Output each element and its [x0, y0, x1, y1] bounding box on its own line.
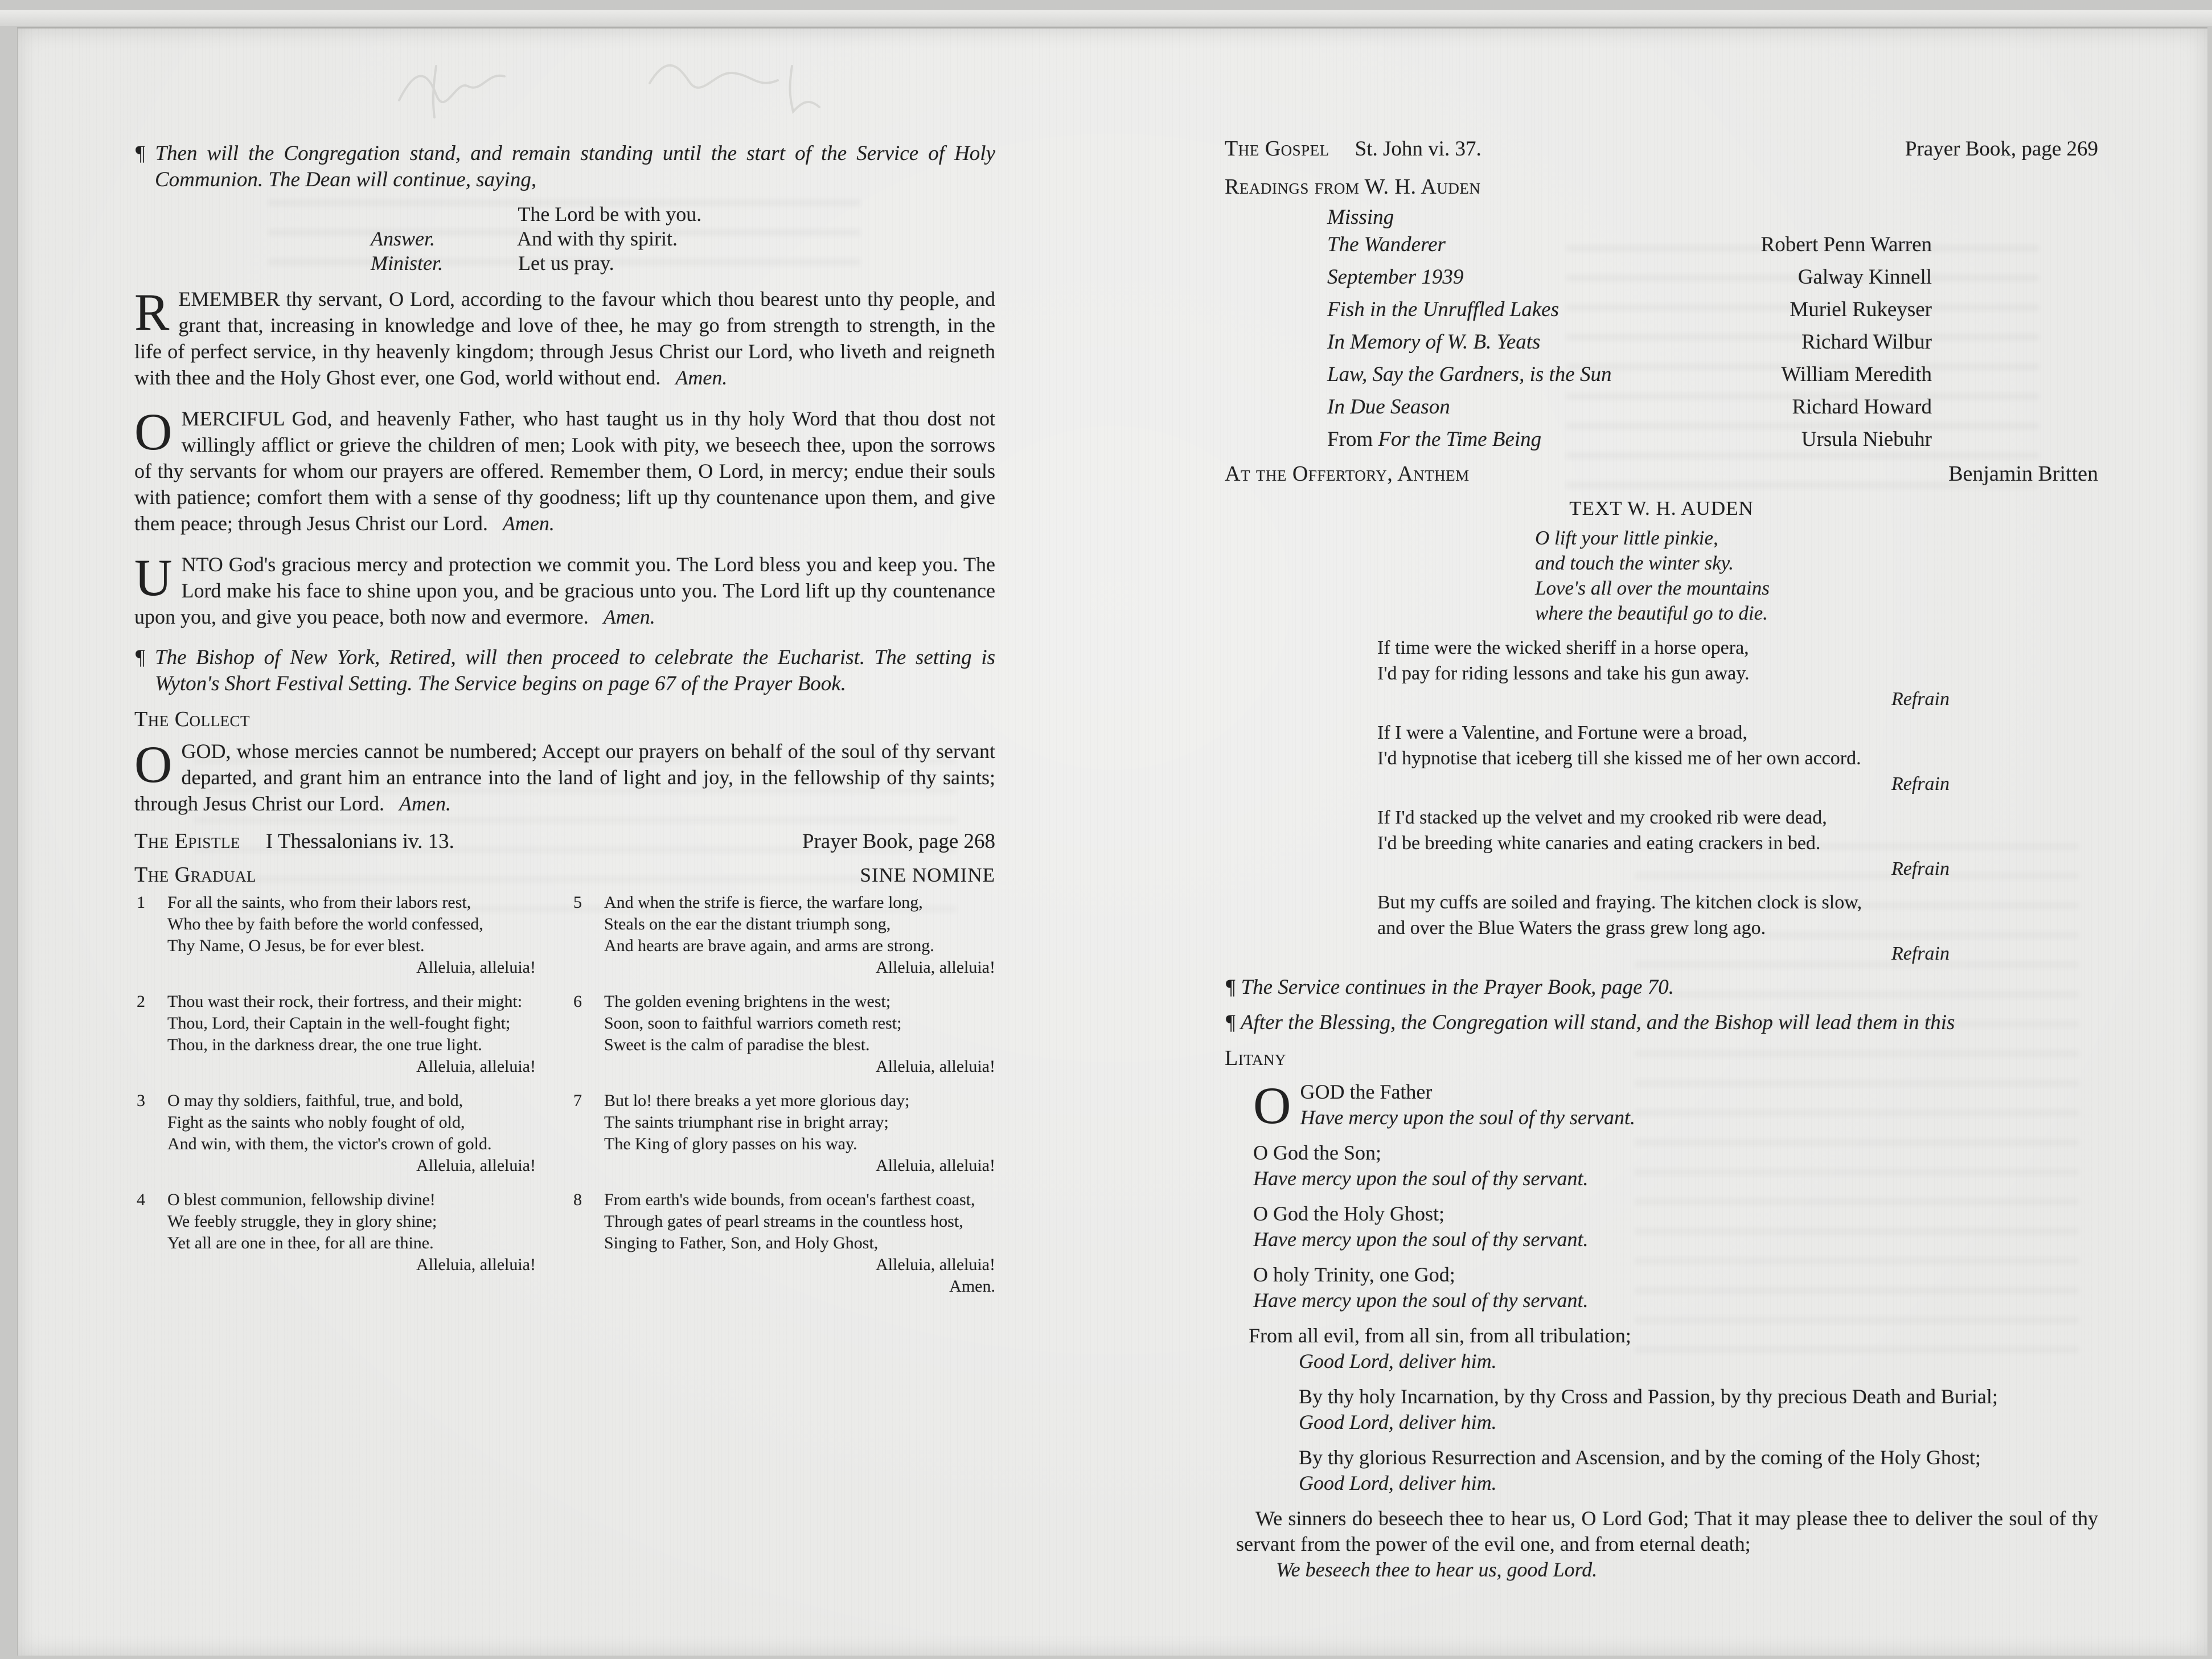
hymn-column-left	[134, 892, 536, 1310]
prayer-text: NTO God's gracious mercy and protection we commit you. The Lord bless you and keep you. The Lord make his face to shine upon you, and be gracious unto you. The Lord lift up thy countenance upon you, and give you peace, both now and evermore.	[134, 553, 995, 628]
readings-heading: Readings from W. H. Auden	[1225, 175, 1481, 199]
gospel-heading: The Gospel	[1225, 137, 1329, 161]
gospel-page-reference: Prayer Book, page 269	[1905, 137, 2098, 161]
anthem-line: If I'd stacked up the velvet and my crooked rib were dead,	[1377, 807, 1827, 828]
anthem-line: and over the Blue Waters the grass grew long ago.	[1377, 917, 1766, 939]
right-page	[1225, 132, 2098, 1592]
rubric-bishop-eucharist: ¶ The Bishop of New York, Retired, will then proceed to celebrate the Eucharist. The setting is Wyton's Short Festival Setting. The Service begins on page 67 of the Prayer Book.	[134, 646, 995, 695]
amen: Amen.	[675, 366, 728, 389]
hymn-line: Thou, in the darkness drear, the one true light.	[167, 1035, 482, 1054]
hymn-verse	[571, 991, 995, 1078]
versicles-block	[371, 202, 995, 276]
prayer-unto	[134, 548, 995, 630]
drop-cap: O	[134, 735, 173, 793]
hymn-line: Steals on the ear the distant triumph song,	[604, 915, 891, 933]
litany-call: By thy glorious Resurrection and Ascension, and by the coming of the Holy Ghost;	[1299, 1446, 1981, 1469]
amen: Amen.	[603, 605, 655, 628]
litany-petition	[1225, 1384, 2098, 1435]
anthem-stanza	[1377, 635, 1950, 712]
anthem-epigraph	[1535, 526, 2098, 626]
drop-cap: U	[134, 548, 173, 607]
verse-number: 7	[573, 1091, 582, 1110]
litany-petition	[1225, 1445, 2098, 1496]
offertory-heading: At the Offertory, Anthem	[1225, 462, 1470, 486]
reading-reader: Richard Howard	[1792, 395, 1932, 419]
litany-block	[1225, 1076, 2098, 1583]
hymn-verse	[134, 1189, 536, 1276]
prayer-merciful	[134, 405, 995, 536]
anthem-stanza	[1377, 805, 1950, 882]
prayer-text: MERCIFUL God, and heavenly Father, who hast taught us in thy holy Word that thou dost not willingly afflict or grieve the children of men; Look with pity, we beseech thee, upon the sorrows of thy servants for whom our prayers are offered. Remember them, O Lord, in mercy; endue their souls with patience; comfort them with a sense of thy goodness; lift up thy countenance upon them, and give them peace; through Jesus Christ our Lord.	[134, 407, 995, 535]
litany-call: We sinners do beseech thee to hear us, O Lord God; That it may please thee to deliver the soul of thy servant from the power of the evil one, and from eternal death;	[1236, 1507, 2098, 1555]
hymn-line: Thou wast their rock, their fortress, and their might:	[167, 992, 523, 1011]
hymn-line: And when the strife is fierce, the warfare long,	[604, 893, 923, 912]
litany-call: GOD the Father	[1300, 1080, 1433, 1103]
anthem-text-heading: TEXT W. H. AUDEN	[1569, 497, 1754, 519]
litany-petition	[1225, 1140, 2098, 1191]
litany-response: Good Lord, deliver him.	[1299, 1472, 1497, 1494]
epigraph-line: where the beautiful go to die.	[1535, 602, 1768, 624]
hymn-tune-name: SINE NOMINE	[860, 864, 995, 886]
anthem-line: If time were the wicked sheriff in a horse opera,	[1377, 637, 1749, 658]
litany-response: Have mercy upon the soul of thy servant.	[1253, 1167, 1589, 1190]
reading-row	[1327, 232, 1932, 258]
reading-row	[1327, 394, 1932, 420]
gradual-hymn	[134, 892, 995, 1310]
hymn-line: Through gates of pearl streams in the countless host,	[604, 1212, 963, 1231]
hymn-line: Thy Name, O Jesus, be for ever blest.	[167, 936, 425, 955]
gospel-reference: St. John vi. 37.	[1355, 137, 1481, 161]
rubric-after-blessing: ¶ After the Blessing, the Congregation will stand, and the Bishop will lead them in this	[1225, 1011, 1955, 1034]
reading-reader: Muriel Rukeyser	[1790, 298, 1932, 321]
verse-number: 2	[137, 992, 145, 1011]
litany-response: We beseech thee to hear us, good Lord.	[1276, 1558, 1598, 1581]
amen: Amen.	[502, 512, 555, 535]
hymn-verse	[134, 892, 536, 978]
reading-title-italic: For the Time Being	[1378, 428, 1542, 451]
reading-title: Fish in the Unruffled Lakes	[1327, 298, 1559, 321]
composer-name: Benjamin Britten	[1948, 462, 2098, 486]
hymn-line: For all the saints, who from their labors rest,	[167, 893, 471, 912]
versicle-speaker: Answer.	[371, 227, 436, 250]
hymn-verse	[571, 1090, 995, 1177]
litany-call: O God the Son;	[1253, 1141, 1381, 1164]
alleluia-refrain: Alleluia, alleluia!	[416, 1255, 536, 1274]
anthem-line: If I were a Valentine, and Fortune were a broad,	[1377, 722, 1747, 743]
hymn-line: And hearts are brave again, and arms are strong.	[604, 936, 934, 955]
versicle-row	[371, 227, 995, 251]
gradual-row	[134, 862, 995, 888]
reading-title: The Wanderer	[1327, 233, 1446, 256]
alleluia-refrain: Alleluia, alleluia!	[416, 1156, 536, 1175]
alleluia-refrain: Alleluia, alleluia!	[876, 1057, 995, 1076]
anthem-line: I'd hypnotise that iceberg till she kissed me of her own accord.	[1377, 748, 1861, 769]
hymn-line: Singing to Father, Son, and Holy Ghost,	[604, 1234, 879, 1252]
versicle-row	[371, 202, 995, 227]
reading-reader: Richard Wilbur	[1801, 330, 1932, 354]
reading-title: September 1939	[1327, 265, 1464, 289]
verse-number: 8	[573, 1190, 582, 1209]
anthem-line: I'd pay for riding lessons and take his gun away.	[1377, 663, 1750, 684]
epigraph-line: and touch the winter sky.	[1535, 552, 1734, 574]
prayer-collect	[134, 735, 995, 817]
versicle-row	[371, 251, 995, 276]
reading-row	[1327, 264, 1932, 290]
hymn-verse	[134, 1090, 536, 1177]
anthem-line: But my cuffs are soiled and fraying. The kitchen clock is slow,	[1377, 892, 1862, 913]
drop-cap: O	[134, 403, 173, 461]
collect-heading: The Collect	[134, 707, 251, 731]
reading-reader: Ursula Niebuhr	[1801, 428, 1932, 451]
prayer-text: EMEMBER thy servant, O Lord, according to the favour which thou bearest unto thy people, and grant that, increasing in knowledge and love of thee, he may go from strength to strength, in the life of perfect service, in thy heavenly kingdom; through Jesus Christ our Lord, who liveth and reigneth with thee and the Holy Ghost ever, one God, world without end.	[134, 288, 995, 389]
epistle-page-reference: Prayer Book, page 268	[802, 830, 995, 853]
litany-response: Good Lord, deliver him.	[1299, 1411, 1497, 1433]
hymn-line: Sweet is the calm of paradise the blest.	[604, 1035, 870, 1054]
reading-title: Law, Say the Gardners, is the Sun	[1327, 363, 1612, 386]
prayer-text: GOD, whose mercies cannot be numbered; Accept our prayers on behalf of the soul of thy servant departed, and grant him an entrance into the land of light and joy, in the fellowship of thy saints; through Jesus Christ our Lord.	[134, 740, 995, 815]
hymn-line: Yet all are one in thee, for all are thine.	[167, 1234, 434, 1252]
refrain-marker: Refrain	[1891, 943, 1950, 964]
hymn-line: But lo! there breaks a yet more glorious day;	[604, 1091, 910, 1110]
litany-call: O holy Trinity, one God;	[1253, 1263, 1455, 1286]
pencil-inscription	[382, 32, 929, 134]
epistle-row	[134, 828, 995, 855]
versicle-text: And with thy spirit.	[517, 227, 678, 250]
prayer-remember	[134, 283, 995, 391]
refrain-marker: Refrain	[1891, 689, 1950, 710]
alleluia-refrain: Alleluia, alleluia!	[416, 1057, 536, 1076]
hymn-column-right	[571, 892, 995, 1310]
verse-number: 3	[137, 1091, 145, 1110]
litany-petition	[1253, 1076, 2098, 1134]
hymn-line: We feebly struggle, they in glory shine;	[167, 1212, 437, 1231]
reading-row	[1327, 297, 1932, 323]
scanned-page-spread	[17, 27, 2207, 1656]
epistle-reference: I Thessalonians iv. 13.	[265, 830, 454, 853]
reading-row	[1327, 427, 1932, 453]
litany-response: Good Lord, deliver him.	[1299, 1350, 1497, 1373]
hymn-line: Who thee by faith before the world confessed,	[167, 915, 483, 933]
hymn-line: And win, with them, the victor's crown of gold.	[167, 1134, 492, 1153]
refrain-marker: Refrain	[1891, 773, 1950, 794]
reading-reader: Galway Kinnell	[1797, 265, 1932, 289]
litany-response: Have mercy upon the soul of thy servant.	[1253, 1228, 1589, 1251]
alleluia-refrain: Alleluia, alleluia!	[416, 958, 536, 977]
hymn-verse	[571, 892, 995, 978]
left-page	[134, 141, 995, 1310]
drop-cap: R	[134, 283, 170, 341]
hymn-line: Soon, soon to faithful warriors cometh rest;	[604, 1014, 902, 1033]
reading-row	[1327, 362, 1932, 388]
offertory-row	[1225, 461, 2098, 487]
rubric-service-continues: ¶ The Service continues in the Prayer Book, page 70.	[1225, 976, 1674, 999]
versicle-text: The Lord be with you.	[518, 203, 702, 226]
reading-title	[1327, 427, 1541, 453]
litany-call: By thy holy Incarnation, by thy Cross and Passion, by thy precious Death and Burial;	[1299, 1385, 1998, 1408]
refrain-marker: Refrain	[1891, 858, 1950, 879]
reading-title: Missing	[1327, 206, 1394, 229]
litany-call: O God the Holy Ghost;	[1253, 1202, 1444, 1225]
scan-glare	[0, 10, 2212, 26]
litany-heading: Litany	[1225, 1046, 1287, 1070]
epistle-heading: The Epistle	[134, 829, 240, 853]
litany-petition	[1225, 1262, 2098, 1313]
reading-reader: Robert Penn Warren	[1760, 233, 1932, 256]
alleluia-refrain: Alleluia, alleluia!	[876, 958, 995, 977]
litany-response: Have mercy upon the soul of thy servant.	[1253, 1289, 1589, 1312]
epigraph-line: Love's all over the mountains	[1535, 577, 1770, 599]
hymn-line: The King of glory passes on his way.	[604, 1134, 857, 1153]
gospel-row	[1225, 136, 2098, 162]
verse-number: 5	[573, 893, 582, 912]
alleluia-refrain: Alleluia, alleluia!	[876, 1156, 995, 1175]
litany-petition	[1225, 1506, 2098, 1583]
drop-cap: O	[1253, 1076, 1291, 1134]
amen: Amen.	[399, 792, 451, 815]
litany-response: Have mercy upon the soul of thy servant.	[1300, 1106, 1635, 1129]
reading-title: In Due Season	[1327, 395, 1450, 419]
hymn-amen: Amen.	[949, 1277, 995, 1296]
hymn-line: From earth's wide bounds, from ocean's farthest coast,	[604, 1190, 975, 1209]
litany-call: From all evil, from all sin, from all tribulation;	[1249, 1324, 1631, 1347]
epigraph-line: O lift your little pinkie,	[1535, 527, 1718, 549]
anthem-stanza	[1377, 890, 1950, 966]
hymn-line: Thou, Lord, their Captain in the well-fought fight;	[167, 1014, 511, 1033]
versicle-speaker: Minister.	[371, 252, 444, 275]
reading-title-prefix: From	[1327, 428, 1378, 451]
verse-number: 1	[137, 893, 145, 912]
alleluia-refrain: Alleluia, alleluia!	[876, 1255, 995, 1274]
anthem-stanza	[1377, 720, 1950, 797]
anthem-line: I'd be breeding white canaries and eating crackers in bed.	[1377, 833, 1821, 854]
versicle-text: Let us pray.	[518, 252, 614, 275]
reading-title: In Memory of W. B. Yeats	[1327, 330, 1541, 354]
reading-row	[1327, 329, 1932, 355]
hymn-line: Fight as the saints who nobly fought of old,	[167, 1113, 465, 1132]
hymn-verse	[134, 991, 536, 1078]
hymn-line: O blest communion, fellowship divine!	[167, 1190, 436, 1209]
auden-readings-list	[1327, 204, 2098, 453]
hymn-line: O may thy soldiers, faithful, true, and bold,	[167, 1091, 463, 1110]
reading-reader: William Meredith	[1781, 363, 1932, 386]
hymn-line: The saints triumphant rise in bright array;	[604, 1113, 889, 1132]
reading-row	[1327, 204, 1932, 231]
hymn-verse	[571, 1189, 995, 1297]
litany-petition	[1225, 1323, 2098, 1374]
verse-number: 4	[137, 1190, 145, 1209]
hymn-line: The golden evening brightens in the west;	[604, 992, 891, 1011]
verse-number: 6	[573, 992, 582, 1011]
gradual-heading: The Gradual	[134, 863, 257, 887]
litany-petition	[1225, 1201, 2098, 1252]
rubric-congregation-stand: ¶ Then will the Congregation stand, and remain standing until the start of the Service of Holy Communion. The Dean will continue, saying,	[134, 142, 995, 191]
